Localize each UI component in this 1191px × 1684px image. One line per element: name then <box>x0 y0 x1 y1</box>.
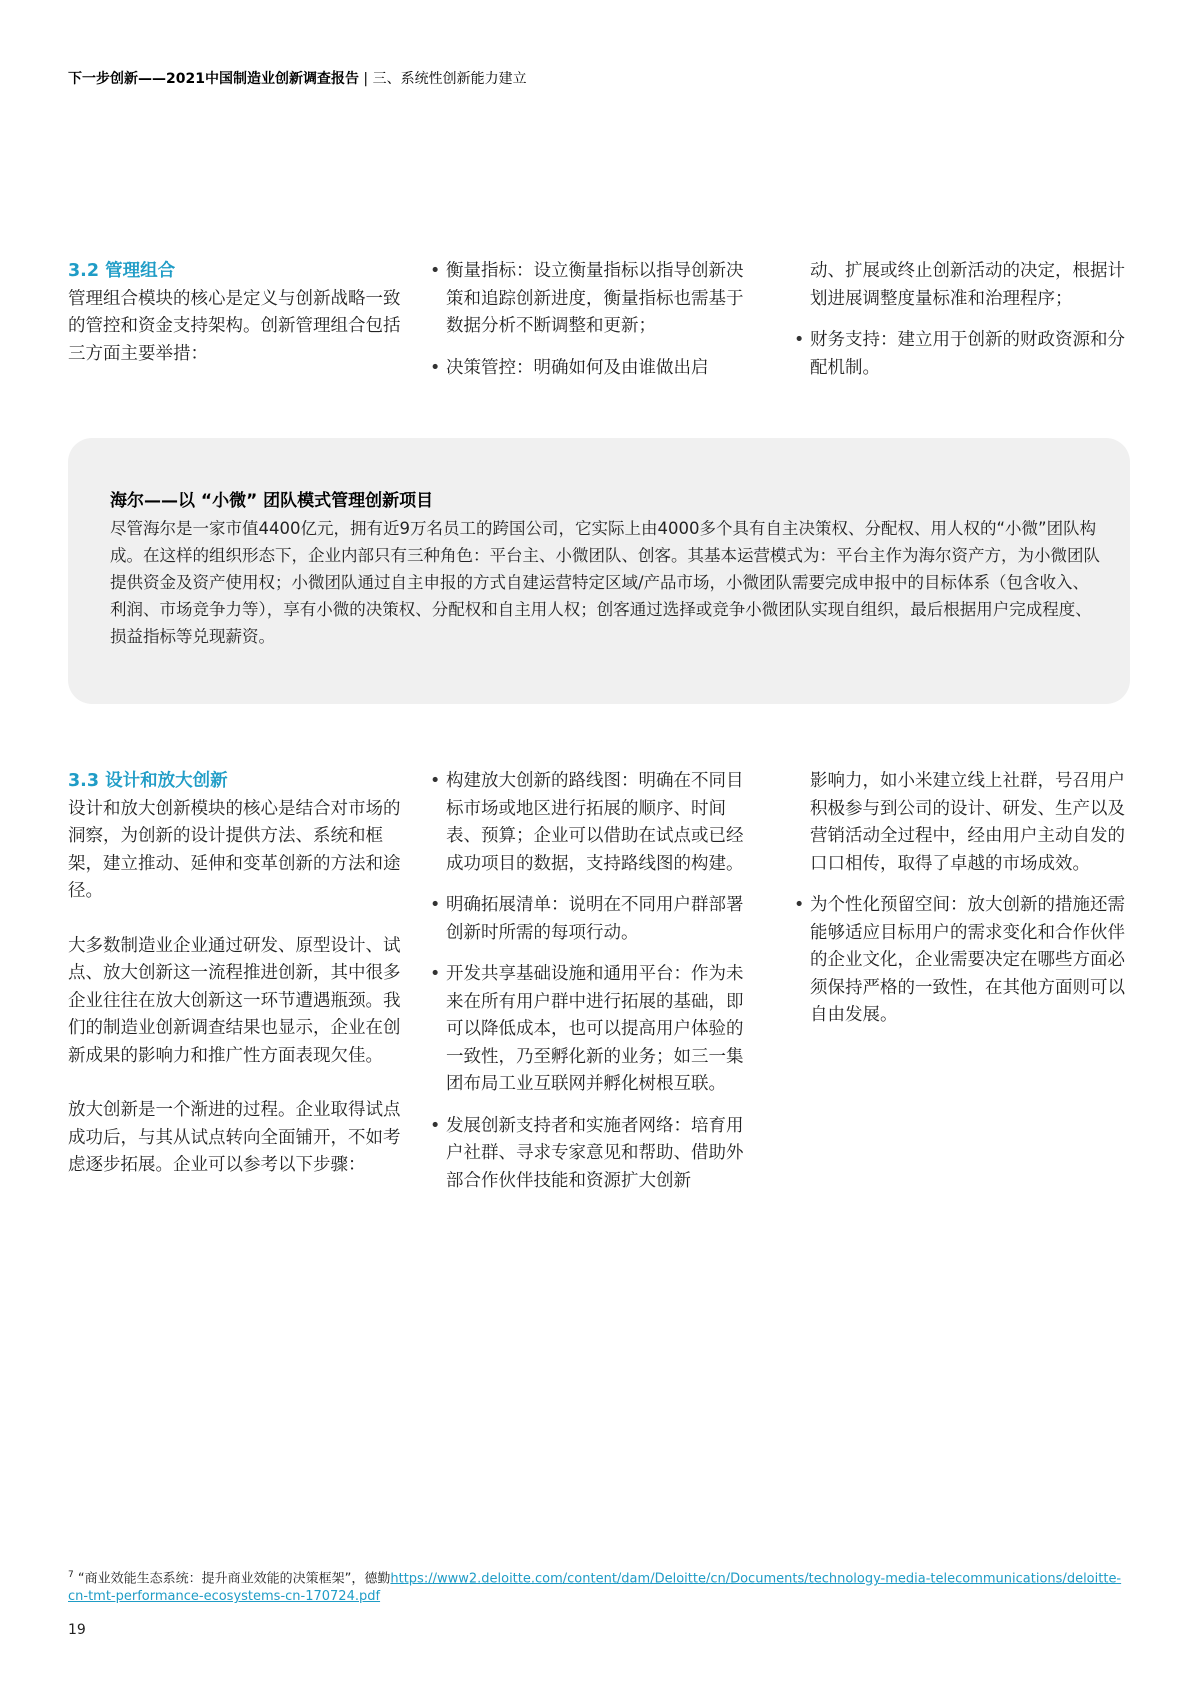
footnote-link[interactable]: https://www2.deloitte.com/content/dam/Deloitte/cn/Documents/technology-media-telecommunications/deloitte-cn-tmt-performance-ecosystems-cn-170724.pdf <box>68 1571 1122 1605</box>
s32-col2 <box>430 258 755 396</box>
s33-bullet-platform: • 开发共享基础设施和通用平台：作为未来在所有用户群中进行拓展的基础，即可以降低成本，也可以提高用户体验的一致性，乃至孵化新的业务；如三一集团布局工业互联网并孵化树根互联。 <box>430 961 755 1099</box>
case-study-box <box>68 438 1130 704</box>
s33-bullet-personalization: • 为个性化预留空间：放大创新的措施还需能够适应目标用户的需求变化和合作伙伴的企业文化，企业需要决定在哪些方面必须保持严格的一致性，在其他方面则可以自由发展。 <box>794 892 1130 1030</box>
running-header <box>68 68 527 88</box>
s32-col3-list <box>794 258 1130 382</box>
s33-para-2: 大多数制造业企业通过研发、原型设计、试点、放大创新这一流程推进创新，其中很多企业往往在放大创新这一环节遭遇瓶颈。我们的制造业创新调查结果也显示，企业在创新成果的影响力和推广性方面表现欠佳。 <box>68 935 401 1066</box>
case-study-title: 海尔——以 “小微” 团队模式管理创新项目 <box>110 491 434 511</box>
s33-bullet-network-continued: 影响力，如小米建立线上社群，号召用户积极参与到公司的设计、研发、生产以及营销活动全过程中，经由用户主动自发的口口相传，取得了卓越的市场成效。 <box>810 771 1125 874</box>
s33-heading: 3.3 设计和放大创新 <box>68 771 228 791</box>
footnote-number: 7 <box>68 1570 74 1580</box>
s33-col3 <box>794 768 1130 1044</box>
s32-bullet-metrics: • 衡量指标：设立衡量指标以指导创新决策和追踪创新进度，衡量指标也需基于数据分析不断调整和更新； <box>430 258 755 341</box>
s33-col2 <box>430 768 755 1209</box>
case-study-body: 尽管海尔是一家市值4400亿元，拥有近9万名员工的跨国公司，它实际上由4000多个具有自主决策权、分配权、用人权的“小微”团队构成。在这样的组织形态下，企业内部只有三种角色：平台主、小微团队、创客。其基本运营模式为：平台主作为海尔资产方，为小微团队提供资金及资产使用权；小微团队通过自主申报的方式自建运营特定区域/产品市场，小微团队需要完成申报中的目标体系（包含收入、利润、市场竞争力等），享有小微的决策权、分配权和自主用人权；创客通过选择或竞争小微团队实现自组织，最后根据用户完成程度、损益指标等兑现薪资。 <box>110 519 1100 646</box>
s33-col1 <box>68 768 403 1180</box>
s33-bullet-list <box>430 768 755 1195</box>
s33-para-1: 设计和放大创新模块的核心是结合对市场的洞察，为创新的设计提供方法、系统和框架，建立推动、延伸和变革创新的方法和途径。 <box>68 798 401 901</box>
footnote-text: “商业效能生态系统：提升商业效能的决策框架”，德勤 <box>77 1571 391 1587</box>
header-separator: | <box>363 71 369 87</box>
s33-bullet-network: • 发展创新支持者和实施者网络：培育用户社群、寻求专家意见和帮助、借助外部合作伙伴技能和资源扩大创新 <box>430 1113 755 1196</box>
s32-bullet-decision-continued: 动、扩展或终止创新活动的决定，根据计划进展调整度量标准和治理程序； <box>810 261 1125 309</box>
page-number: 19 <box>68 1622 86 1638</box>
s33-bullet-checklist: • 明确拓展清单：说明在不同用户群部署创新时所需的每项行动。 <box>430 892 755 947</box>
s33-col3-list <box>794 768 1130 1030</box>
section-title: 三、系统性创新能力建立 <box>372 71 527 87</box>
s32-col3 <box>794 258 1130 396</box>
s32-bullet-list <box>430 258 755 382</box>
s32-col1 <box>68 258 403 368</box>
report-title: 下一步创新——2021中国制造业创新调查报告 <box>68 71 359 87</box>
s32-bullet-finance: • 财务支持：建立用于创新的财政资源和分配机制。 <box>794 327 1130 382</box>
s32-bullet-decision: • 决策管控：明确如何及由谁做出启 <box>430 355 755 383</box>
footnote <box>68 1566 1128 1606</box>
s32-intro: 管理组合模块的核心是定义与创新战略一致的管控和资金支持架构。创新管理组合包括三方面主要举措： <box>68 288 401 364</box>
s33-para-3: 放大创新是一个渐进的过程。企业取得试点成功后，与其从试点转向全面铺开，不如考虑逐步拓展。企业可以参考以下步骤： <box>68 1100 401 1175</box>
s32-heading: 3.2 管理组合 <box>68 261 176 281</box>
s33-bullet-roadmap: • 构建放大创新的路线图：明确在不同目标市场或地区进行拓展的顺序、时间表、预算；企业可以借助在试点或已经成功项目的数据，支持路线图的构建。 <box>430 768 755 878</box>
